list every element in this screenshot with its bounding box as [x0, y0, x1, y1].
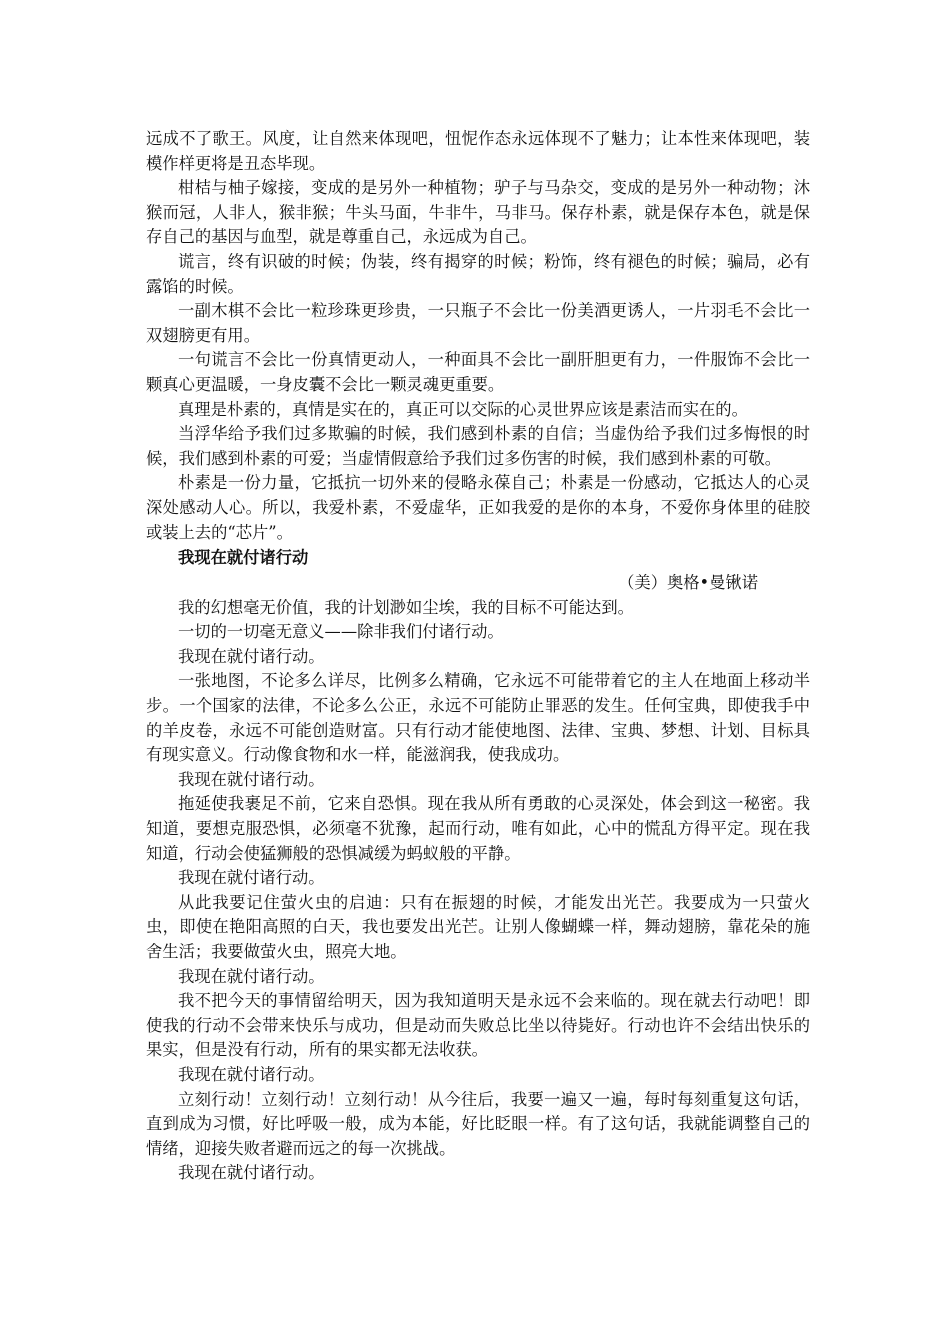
article-title: 我现在就付诸行动 — [178, 548, 309, 568]
paragraph: 当浮华给予我们过多欺骗的时候，我们感到朴素的自信；当虚伪给予我们过多悔恨的时候，我们感到朴素的可爱；当虚情假意给予我们过多伤害的时候，我们感到朴素的可敬。 — [146, 424, 810, 468]
paragraph: 朴素是一份力量，它抵抗一切外来的侵略永葆自己；朴素是一份感动，它抵达人的心灵深处感动人心。所以，我爱朴素，不爱虚华，正如我爱的是你的本身，不爱你身体里的硅胶或装上去的“芯片”。 — [146, 473, 810, 542]
paragraph: 一句谎言不会比一份真情更动人，一种面具不会比一副肝胆更有力，一件服饰不会比一颗真心更温暖，一身皮囊不会比一颗灵魂更重要。 — [146, 350, 810, 394]
paragraph: 一张地图，不论多么详尽，比例多么精确，它永远不可能带着它的主人在地面上移动半步。一个国家的法律，不论多么公正，永远不可能防止罪恶的发生。任何宝典，即使我手中的羊皮卷，永远不可能创造财富。只有行动才能使地图、法律、宝典、梦想、计划、目标具有现实意义。行动像食物和水一样，能滋润我，使我成功。 — [146, 671, 810, 765]
paragraph: 拖延使我裹足不前，它来自恐惧。现在我从所有勇敢的心灵深处，体会到这一秘密。我知道，要想克服恐惧，必须毫不犹豫，起而行动，唯有如此，心中的慌乱方得平定。现在我知道，行动会使猛狮般的恐惧减缓为蚂蚁般的平静。 — [146, 794, 810, 863]
paragraph: 真理是朴素的，真情是实在的，真正可以交际的心灵世界应该是素洁而实在的。 — [178, 399, 748, 419]
paragraph: 立刻行动！立刻行动！立刻行动！从今往后，我要一遍又一遍，每时每刻重复这句话，直到成为习惯，好比呼吸一般，成为本能，好比眨眼一样。有了这句话，我就能调整自己的情绪，迎接失败者避而远之的每一次挑战。 — [146, 1089, 810, 1158]
refrain-line: 我现在就付诸行动。 — [178, 966, 325, 986]
paragraph: 我的幻想毫无价值，我的计划渺如尘埃，我的目标不可能达到。 — [178, 597, 634, 617]
document-page — [146, 127, 810, 1186]
paragraph: 柑桔与柚子嫁接，变成的是另外一种植物；驴子与马杂交，变成的是另外一种动物；沐猴而冠，人非人，猴非猴；牛头马面，牛非牛，马非马。保存朴素，就是保存本色，就是保存自己的基因与血型，就是尊重自己，永远成为自己。 — [146, 178, 810, 247]
continued-paragraph: 远成不了歌王。风度，让自然来体现吧，忸怩作态永远体现不了魅力；让本性来体现吧，装模作样更将是丑态毕现。 — [146, 129, 810, 173]
article-author: （美）奥格•曼锹诺 — [618, 573, 758, 593]
paragraph: 一切的一切毫无意义——除非我们付诸行动。 — [178, 622, 504, 642]
paragraph: 从此我要记住萤火虫的启迪：只有在振翅的时候，才能发出光芒。我要成为一只萤火虫，即使在艳阳高照的白天，我也要发出光芒。让别人像蝴蝶一样，舞动翅膀，靠花朵的施舍生活；我要做萤火虫，照亮大地。 — [146, 892, 810, 961]
paragraph: 我不把今天的事情留给明天，因为我知道明天是永远不会来临的。现在就去行动吧！即使我的行动不会带来快乐与成功，但是动而失败总比坐以待毙好。行动也许不会结出快乐的果实，但是没有行动，所有的果实都无法收获。 — [146, 991, 810, 1060]
refrain-line: 我现在就付诸行动。 — [178, 1064, 325, 1084]
paragraph: 一副木棋不会比一粒珍珠更珍贵，一只瓶子不会比一份美酒更诱人，一片羽毛不会比一双翅膀更有用。 — [146, 301, 810, 345]
refrain-line: 我现在就付诸行动。 — [178, 1163, 325, 1183]
paragraph: 谎言，终有识破的时候；伪装，终有揭穿的时候；粉饰，终有褪色的时候；骗局，必有露馅的时候。 — [146, 251, 810, 296]
refrain-line: 我现在就付诸行动。 — [178, 646, 325, 666]
refrain-line: 我现在就付诸行动。 — [178, 769, 325, 789]
refrain-line: 我现在就付诸行动。 — [178, 868, 325, 888]
